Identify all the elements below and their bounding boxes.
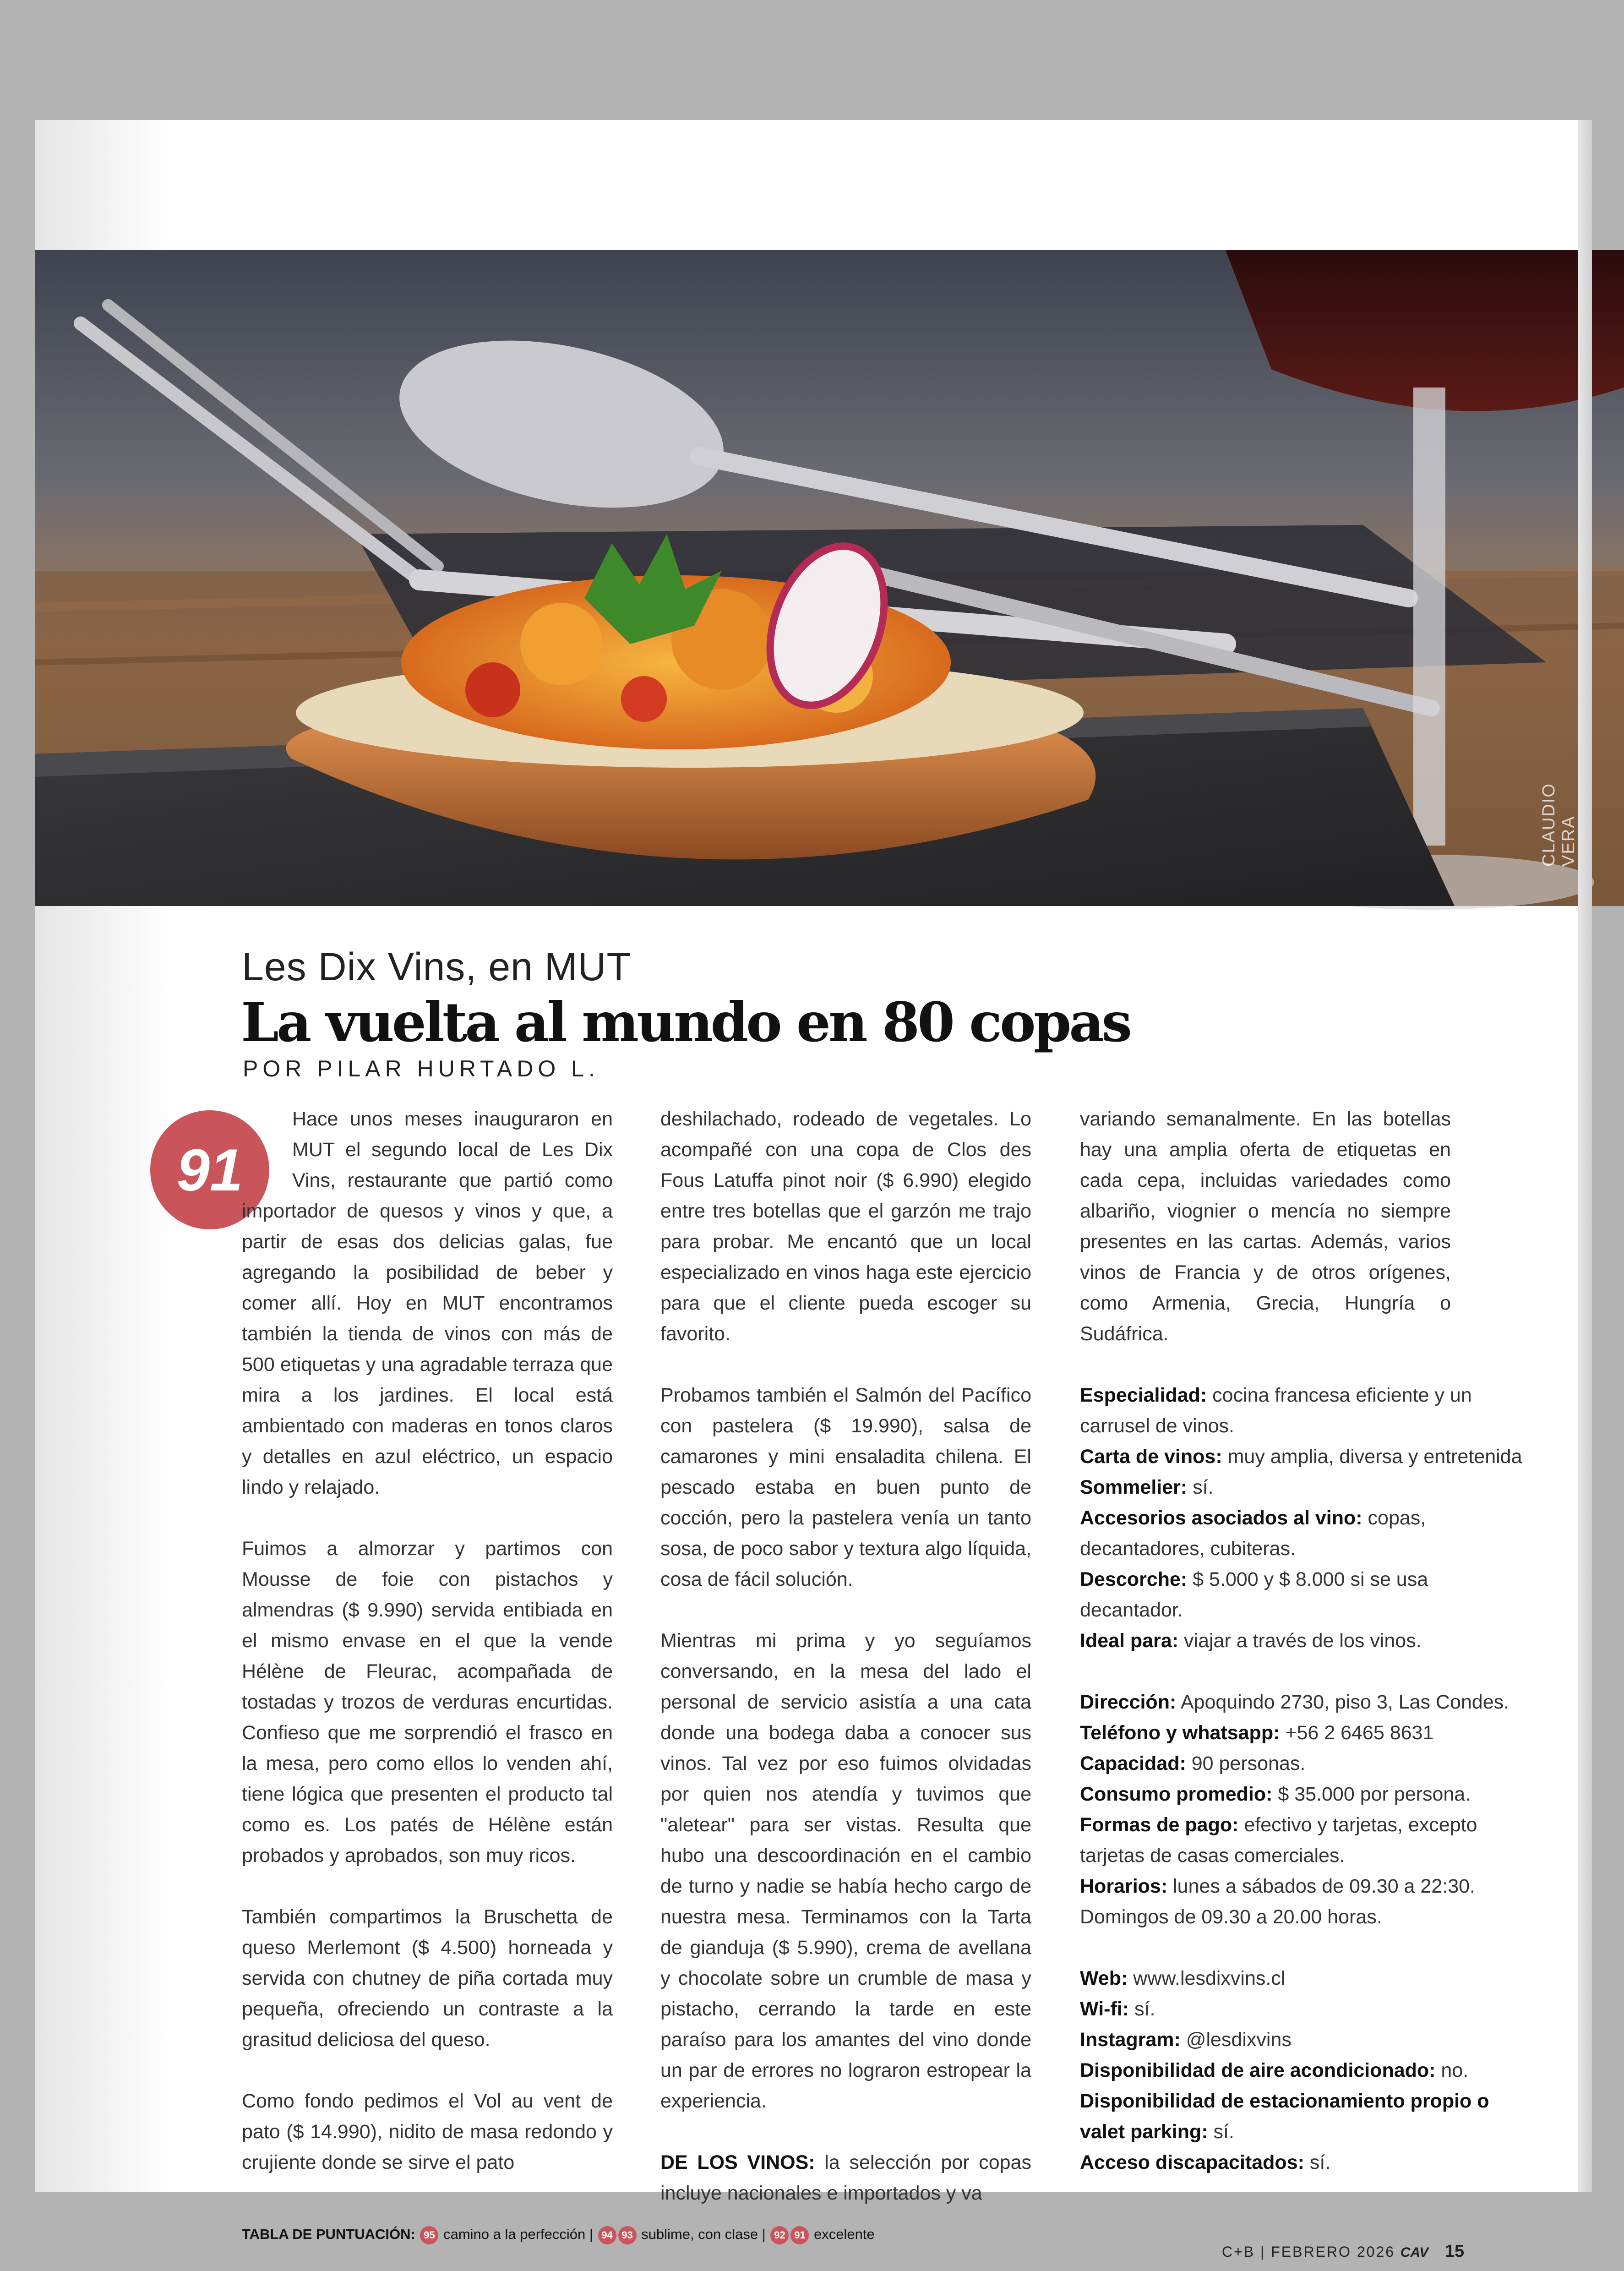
info-label: Dirección: xyxy=(1080,1691,1177,1713)
info-label: Horarios: xyxy=(1080,1875,1168,1897)
article-kicker: Les Dix Vins, en MUT xyxy=(242,945,632,989)
photo-credit: CLAUDIO VERA xyxy=(1539,783,1578,867)
paragraph-text: Hace unos meses inauguraron en MUT el segundo local de Les Dix Vins, restaurante que partió como importador de quesos y vinos y que, a partir de esas dos delicias galas, fue agregando la posibilidad de beber y comer allí. Hoy en MUT encontramos también la tienda de vinos con más de 500 etiquetas y una agradable terraza que mira a los jardines. El local está ambientado con maderas en tonos claros y detalles en azul eléctrico, un espacio lindo y relajado. xyxy=(242,1108,613,1498)
legend-badge-92: 92 xyxy=(770,2226,789,2244)
page-edge xyxy=(1578,120,1592,2192)
info-box xyxy=(1080,1380,1529,2178)
paragraph: Fuimos a almorzar y partimos con Mousse de foie con pistachos y almendras ($ 9.990) servida entibiada en el mismo envase en el que la vende Hélène de Fleurac, acompañada de tostadas y trozos de verduras encurtidas. Confieso que me sorprendió el frasco en la mesa, pero como ellos lo venden ahí, tiene lógica que presenten el producto tal como es. Los patés de Hélène están probados y aprobados, son muy ricos. xyxy=(242,1538,613,1867)
cav-logo: CAV xyxy=(1400,2245,1429,2260)
article-title: La vuelta al mundo en 80 copas xyxy=(241,990,1130,1054)
info-line xyxy=(1080,2147,1529,2178)
info-value: $ 5.000 y $ 8.000 si se usa decantador. xyxy=(1080,1568,1428,1621)
issue-date: FEBRERO 2026 xyxy=(1271,2244,1395,2260)
info-label: Ideal para: xyxy=(1080,1630,1179,1652)
paragraph: También compartimos la Bruschetta de queso Merlemont ($ 4.500) horneada y servida con chutney de piña cortada muy pequeña, ofreciendo un contraste a la grasitud deliciosa del queso. xyxy=(242,1906,613,2051)
paragraph: variando semanalmente. En las botellas hay una amplia oferta de etiquetas en cada cepa, incluidas variedades como albariño, viognier o mencía no siempre presentes en las cartas. Además, varios vinos de Francia y de otros orígenes, como Armenia, Grecia, Hungría o Sudáfrica. xyxy=(1080,1108,1451,1345)
info-value: $ 35.000 por persona. xyxy=(1272,1783,1471,1805)
info-label: Accesorios asociados al vino: xyxy=(1080,1507,1362,1529)
info-value: sí. xyxy=(1129,1998,1155,2020)
info-label: Especialidad: xyxy=(1080,1384,1207,1406)
info-label: Web: xyxy=(1080,1967,1128,1989)
info-value: lunes a sábados de 09.30 a 22:30. Domingos de 09.30 a 20.00 horas. xyxy=(1080,1875,1475,1928)
footer-separator: | xyxy=(1260,2244,1271,2260)
info-line xyxy=(1080,1441,1529,1472)
page-footer xyxy=(1222,2242,1464,2261)
info-line xyxy=(1080,2055,1529,2086)
info-line xyxy=(1080,1810,1529,1871)
info-value: copas, decantadores, cubiteras. xyxy=(1080,1507,1426,1560)
info-value: +56 2 6465 8631 xyxy=(1280,1722,1434,1744)
page-number: 15 xyxy=(1444,2242,1465,2261)
info-line xyxy=(1080,1626,1529,1656)
legend-text: sublime, con clase | xyxy=(637,2226,770,2243)
legend-badge-95: 95 xyxy=(420,2226,438,2244)
info-value: sí. xyxy=(1304,2151,1331,2173)
info-line xyxy=(1080,1871,1529,1933)
info-line xyxy=(1080,1503,1529,1564)
info-label: Teléfono y whatsapp: xyxy=(1080,1722,1280,1744)
legend-badge-93: 93 xyxy=(618,2226,637,2244)
magazine-page xyxy=(35,120,1592,2261)
score-wrap-space xyxy=(242,1104,292,1196)
info-line xyxy=(1080,2025,1529,2055)
info-line xyxy=(1080,2086,1529,2147)
info-line xyxy=(1080,1748,1529,1779)
article-byline: POR PILAR HURTADO L. xyxy=(243,1056,599,1081)
article-column-2 xyxy=(660,1104,1031,2239)
info-value: efectivo y tarjetas, excepto tarjetas de casas comerciales. xyxy=(1080,1814,1477,1867)
info-line xyxy=(1080,1779,1529,1810)
info-line xyxy=(1080,1472,1529,1503)
info-value: @lesdixvins xyxy=(1180,2029,1292,2051)
info-line xyxy=(1080,1994,1529,2025)
info-value: Apoquindo 2730, piso 3, Las Condes. xyxy=(1176,1691,1510,1713)
legend-badge-91: 91 xyxy=(790,2226,809,2244)
info-group xyxy=(1080,1687,1529,1933)
score-legend xyxy=(242,2226,875,2244)
info-value: muy amplia, diversa y entretenida xyxy=(1222,1446,1522,1468)
info-label: Sommelier: xyxy=(1080,1476,1188,1498)
paragraph-text: la selección por copas incluye nacionales e importados y va xyxy=(660,2151,1031,2204)
info-label: Carta de vinos: xyxy=(1080,1446,1222,1468)
info-line xyxy=(1080,1718,1529,1748)
paragraph: Como fondo pedimos el Vol au vent de pato ($ 14.990), nidito de masa redondo y crujiente donde se sirve el pato xyxy=(242,2090,613,2173)
info-group xyxy=(1080,1380,1529,1656)
article-column-1 xyxy=(242,1104,613,2209)
wine-section-label: DE LOS VINOS: xyxy=(660,2151,815,2173)
info-label: Disponibilidad de estacionamiento propio o valet parking: xyxy=(1080,2090,1489,2143)
legend-badge-94: 94 xyxy=(598,2226,616,2244)
info-label: Formas de pago: xyxy=(1080,1814,1239,1836)
info-value: www.lesdixvins.cl xyxy=(1128,1967,1286,1989)
info-label: Descorche: xyxy=(1080,1568,1188,1590)
paragraph: Mientras mi prima y yo seguíamos conversando, en la mesa del lado el personal de servicio asistía a una cata donde una bodega daba a conocer sus vinos. Tal vez por eso fuimos olvidadas por quien nos atendía y tuvimos que "aletear" para ser vistas. Resulta que hubo una descoordinación en el cambio de turno y nadie se había hecho cargo de nuestra mesa. Terminamos con la Tarta de gianduja ($ 5.990), crema de avellana y chocolate sobre un crumble de masa y pistacho, cerrando la tarde en este paraíso para los amantes del vino donde un par de errores no lograron estropear la experiencia. xyxy=(660,1630,1031,2112)
legend-text: camino a la perfección | xyxy=(439,2226,597,2243)
paragraph: Probamos también el Salmón del Pacífico con pastelera ($ 19.990), salsa de camarones y mini ensaladita chilena. El pescado estaba en buen punto de cocción, pero la pastelera venía un tanto sosa, de poco sabor y textura algo líquida, cosa de fácil solución. xyxy=(660,1384,1031,1590)
info-group xyxy=(1080,1963,1529,2178)
info-line xyxy=(1080,1963,1529,1994)
magazine-name: C+B xyxy=(1222,2244,1255,2260)
info-label: Consumo promedio: xyxy=(1080,1783,1273,1805)
wine-paragraph xyxy=(660,2147,1031,2209)
info-label: Wi-fi: xyxy=(1080,1998,1129,2020)
info-line xyxy=(1080,1564,1529,1626)
legend-label: TABLA DE PUNTUACIÓN: xyxy=(242,2226,415,2243)
info-label: Instagram: xyxy=(1080,2029,1181,2051)
info-value: no. xyxy=(1435,2059,1469,2081)
info-label: Capacidad: xyxy=(1080,1752,1186,1774)
paragraph: deshilachado, rodeado de vegetales. Lo acompañé con una copa de Clos des Fous Latuffa pinot noir ($ 6.990) elegido entre tres botellas que el garzón me trajo para probar. Me encantó que un local especializado en vinos haga este ejercicio para que el cliente pueda escoger su favorito. xyxy=(660,1108,1031,1345)
info-value: 90 personas. xyxy=(1186,1752,1306,1774)
info-value: sí. xyxy=(1208,2121,1234,2143)
info-value: cocina francesa eficiente y un carrusel de vinos. xyxy=(1080,1384,1472,1437)
food-photo xyxy=(35,250,1624,906)
info-line xyxy=(1080,1380,1529,1441)
legend-text: excelente xyxy=(810,2226,875,2243)
info-label: Acceso discapacitados: xyxy=(1080,2151,1304,2173)
paragraph xyxy=(242,1104,613,1503)
info-line xyxy=(1080,1687,1529,1718)
info-value: viajar a través de los vinos. xyxy=(1178,1630,1422,1652)
article-column-3 xyxy=(1080,1104,1529,2209)
score-badge: 91 xyxy=(150,1110,269,1229)
info-value: sí. xyxy=(1187,1476,1214,1498)
info-label: Disponibilidad de aire acondicionado: xyxy=(1080,2059,1436,2081)
